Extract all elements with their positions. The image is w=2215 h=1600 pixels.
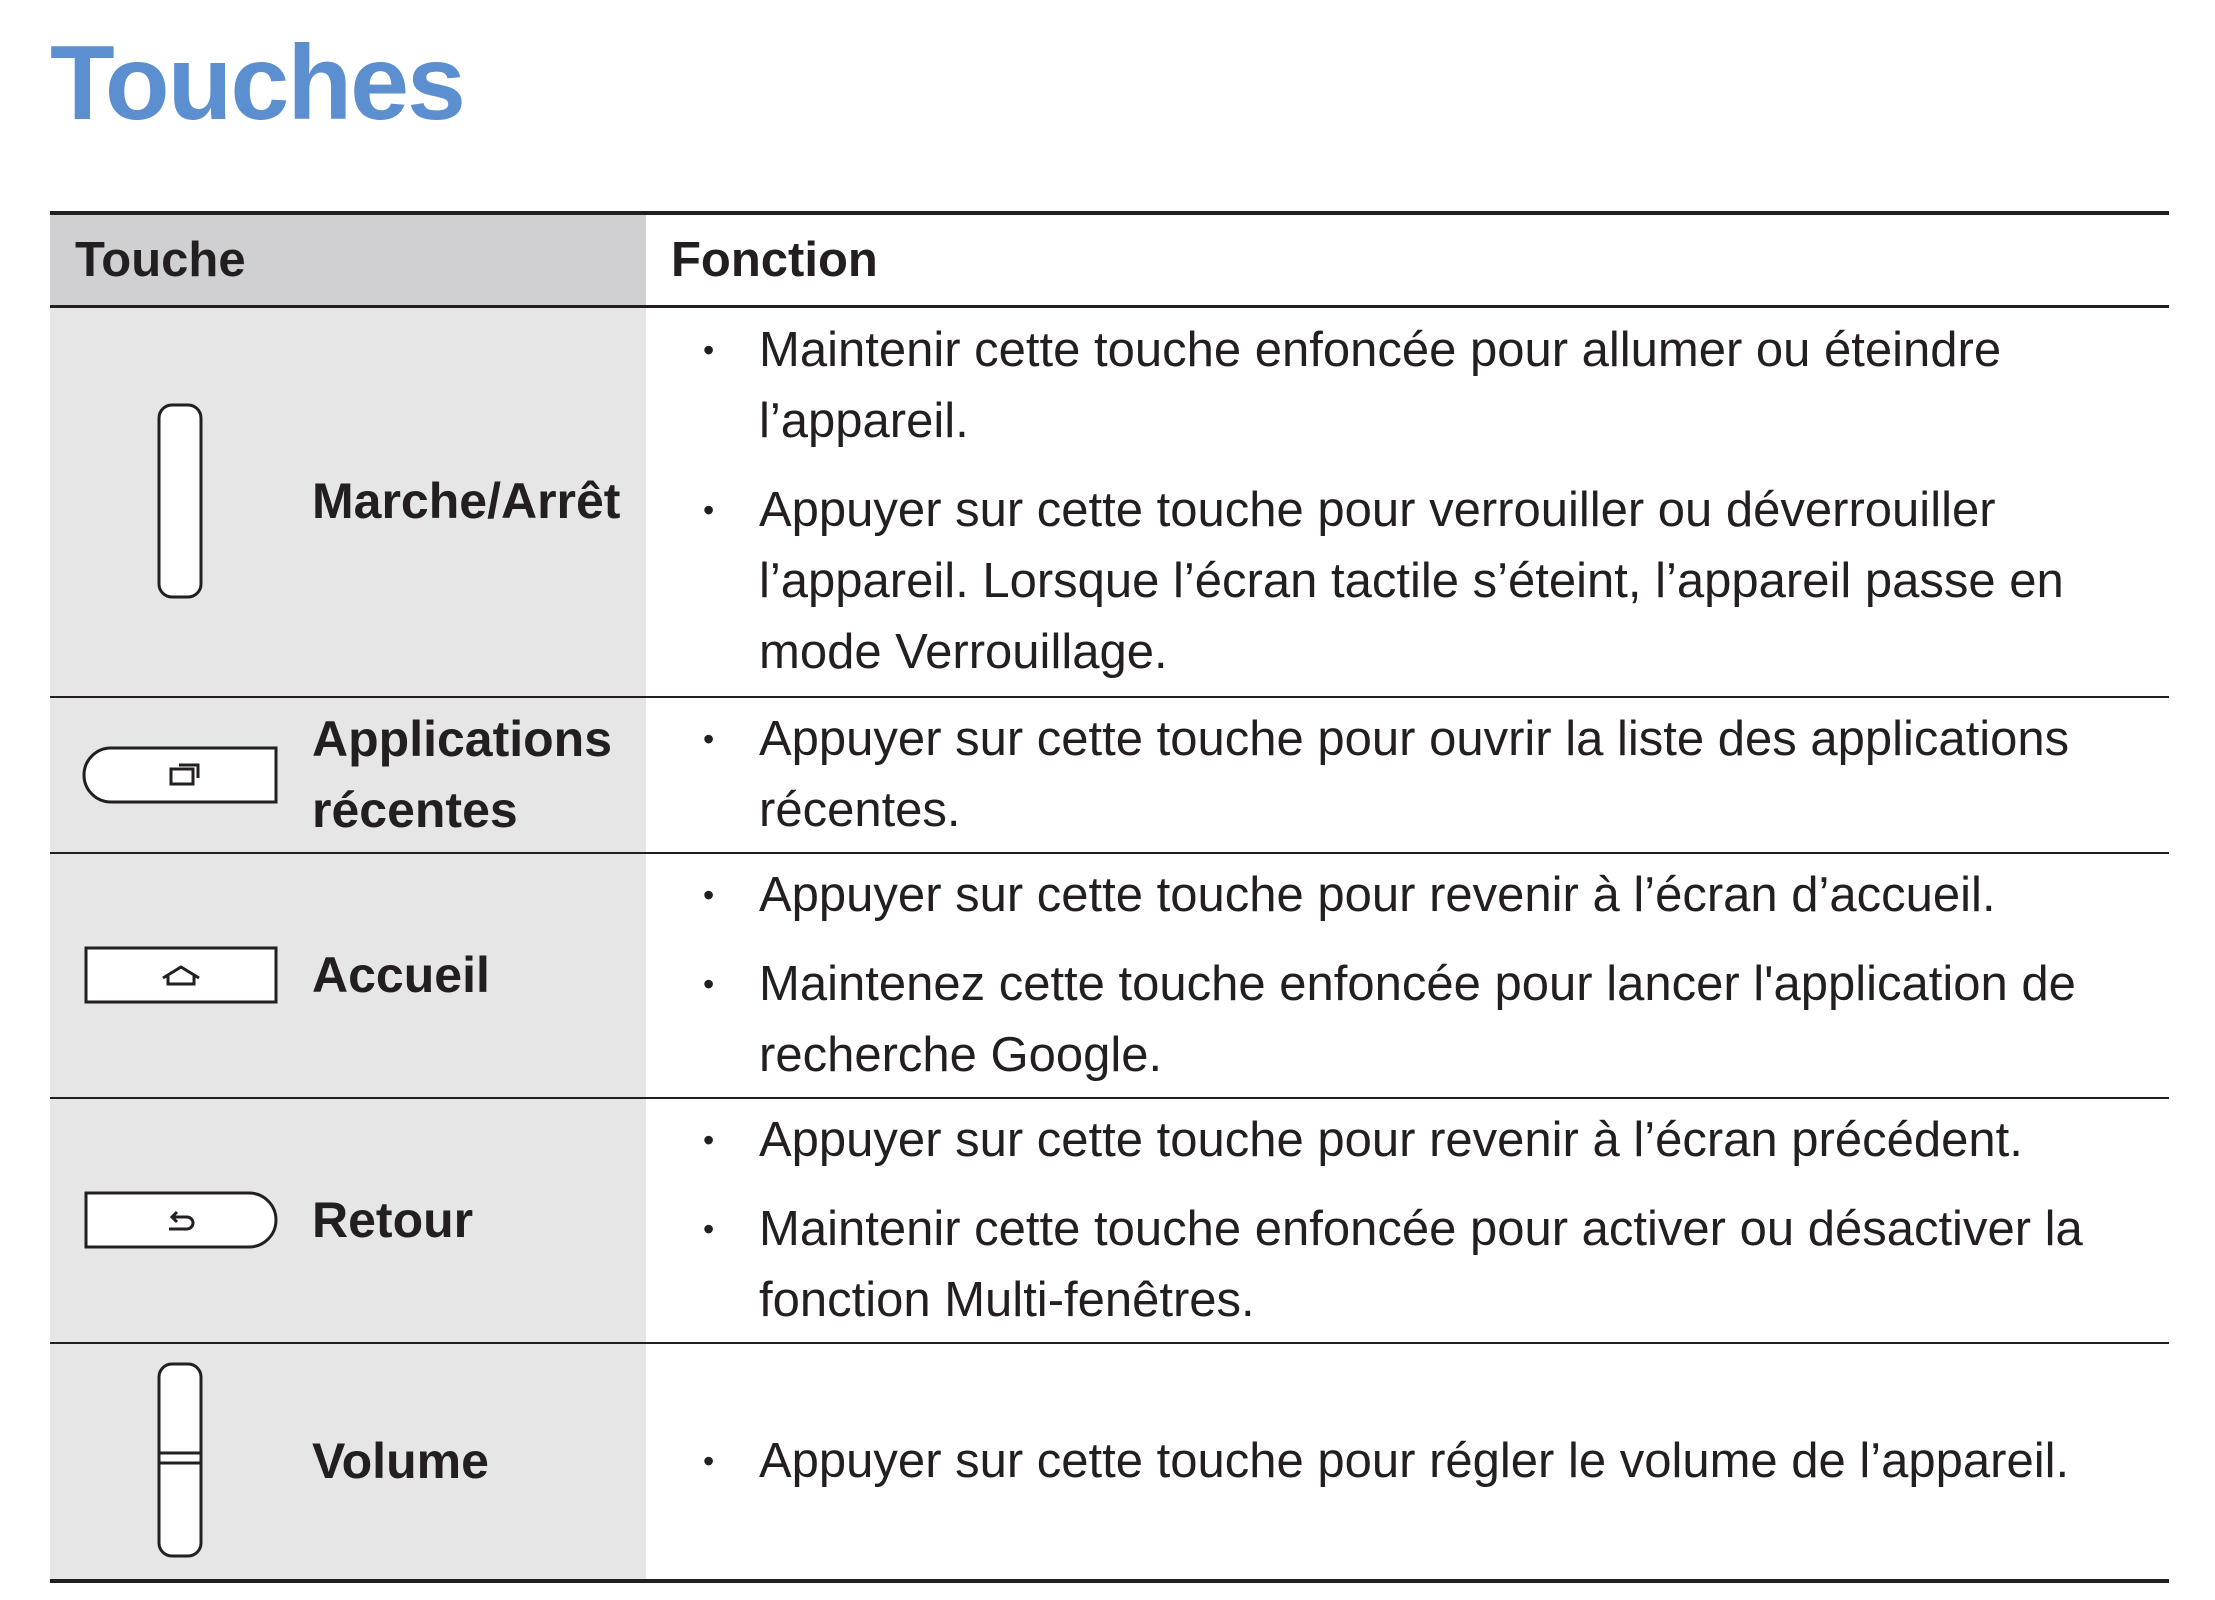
function-bullet: • Appuyer sur cette touche pour revenir à l’écran d’accueil.: [656, 860, 2139, 931]
table-row: [50, 307, 2169, 697]
key-name: Accueil: [312, 946, 490, 1003]
function-bullet: • Appuyer sur cette touche pour régler le volume de l’appareil.: [656, 1426, 2139, 1497]
key-cell: [50, 853, 646, 1098]
function-bullet: • Maintenir cette touche enfoncée pour activer ou désactiver la fonction Multi-fenêtres.: [656, 1194, 2139, 1336]
table-header-row: [50, 213, 2169, 307]
table-row: [50, 1098, 2169, 1343]
key-cell: [50, 697, 646, 853]
function-bullet: • Maintenir cette touche enfoncée pour allumer ou éteindre l’appareil.: [656, 315, 2139, 457]
function-cell: [646, 1098, 2169, 1343]
column-header-function: Fonction: [646, 213, 2169, 307]
function-cell: [646, 853, 2169, 1098]
key-cell: [50, 1098, 646, 1343]
column-header-key: Touche: [50, 213, 646, 307]
key-cell: [50, 1343, 646, 1581]
function-cell: [646, 697, 2169, 853]
function-bullet: • Appuyer sur cette touche pour ouvrir la liste des applications récentes.: [656, 704, 2139, 846]
recent-apps-key-icon: [81, 744, 281, 806]
table-row: [50, 853, 2169, 1098]
back-key-icon: [81, 1189, 281, 1251]
function-bullet: • Appuyer sur cette touche pour revenir à l’écran précédent.: [656, 1105, 2139, 1176]
home-key-icon: [81, 944, 281, 1006]
volume-key-icon: [156, 1361, 206, 1561]
key-name: Volume: [312, 1432, 489, 1489]
table-row: [50, 1343, 2169, 1581]
function-bullet: • Maintenez cette touche enfoncée pour lancer l'application de recherche Google.: [656, 949, 2139, 1091]
key-cell: [50, 307, 646, 697]
keys-table: [50, 211, 2169, 1583]
function-cell: [646, 307, 2169, 697]
power-key-icon: [156, 402, 206, 602]
function-bullet: • Appuyer sur cette touche pour verrouiller ou déverrouiller l’appareil. Lorsque l’écran tactile s’éteint, l’appareil passe en mode Verrouillage.: [656, 475, 2139, 688]
key-name: Applications récentes: [312, 710, 613, 838]
page-title: Touches: [50, 24, 464, 142]
table-row: [50, 697, 2169, 853]
key-name: Retour: [312, 1191, 474, 1248]
key-name: Marche/Arrêt: [312, 473, 621, 530]
function-cell: [646, 1343, 2169, 1581]
